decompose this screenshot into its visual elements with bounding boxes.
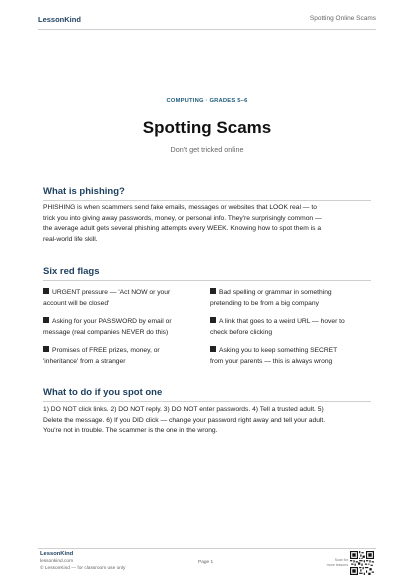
red-flag-item: Asking you to keep something SECRET from your parents — this is always wrong [210,347,338,365]
qr-code-icon [350,551,374,575]
section-divider [43,401,371,402]
text-line: trick you into giving away passwords, money, or personal info. They're surprisingly common — [43,214,322,222]
phishing-paragraph [43,203,365,245]
page-number: Page 1 [198,560,214,565]
header-divider [38,29,376,30]
page-header [38,15,376,27]
bullet-square-icon [210,346,216,352]
section-heading-what-to-do: What to do if you spot one [43,387,163,398]
what-to-do-paragraph [43,405,373,437]
red-flag-item: A link that goes to a weird URL — hover to check before clicking [210,318,345,336]
footer-divider [38,548,376,549]
scan-caption: Scan for more lessons [326,558,348,567]
footer-brand: LessonKind [40,551,74,557]
section-heading-red-flags: Six red flags [43,266,100,277]
page-title: Spotting Scams [142,118,272,137]
page-subtitle: Don't get tricked online [170,145,244,154]
red-flag-item: Bad spelling or grammar in something pretending to be from a big company [210,289,332,307]
red-flag-item: Asking for your PASSWORD by email or message (real companies NEVER do this) [43,318,172,336]
text-line: the average adult gets several phishing attempts every WEEK. Knowing how to spot them is a [43,225,322,233]
bullet-square-icon [43,288,49,294]
text-line: 1) DO NOT click links. 2) DO NOT reply. 3) DO NOT enter passwords. 4) Tell a trusted adult. 5) [43,406,324,413]
red-flag-item: URGENT pressure — 'Act NOW or your account will be closed' [43,289,171,307]
section-divider [43,200,371,201]
text-line: Delete the message. 6) If you DID click — change your password right away and tell your adult. [43,416,326,424]
subject-kicker: COMPUTING · GRADES 5–6 [166,98,248,104]
section-heading-phishing: What is phishing? [43,186,125,197]
text-line: real-world life skill. [43,235,98,243]
text-line: PHISHING is when scammers send fake emails, messages or websites that LOOK real — to [43,204,317,211]
header-brand: LessonKind [38,15,81,24]
text-line: You're not in trouble. The scammer is the one in the wrong. [43,427,218,435]
header-doc-title: Spotting Online Scams [309,15,376,22]
bullet-square-icon [43,346,49,352]
bullet-square-icon [210,317,216,323]
bullet-square-icon [210,288,216,294]
section-divider [43,280,371,281]
red-flag-item: Promises of FREE prizes, money, or 'inheritance' from a stranger [43,347,160,365]
footer-site: lessonkind.com [40,559,74,564]
bullet-square-icon [43,317,49,323]
footer-copyright: © LessonKind — for classroom use only [40,566,126,571]
